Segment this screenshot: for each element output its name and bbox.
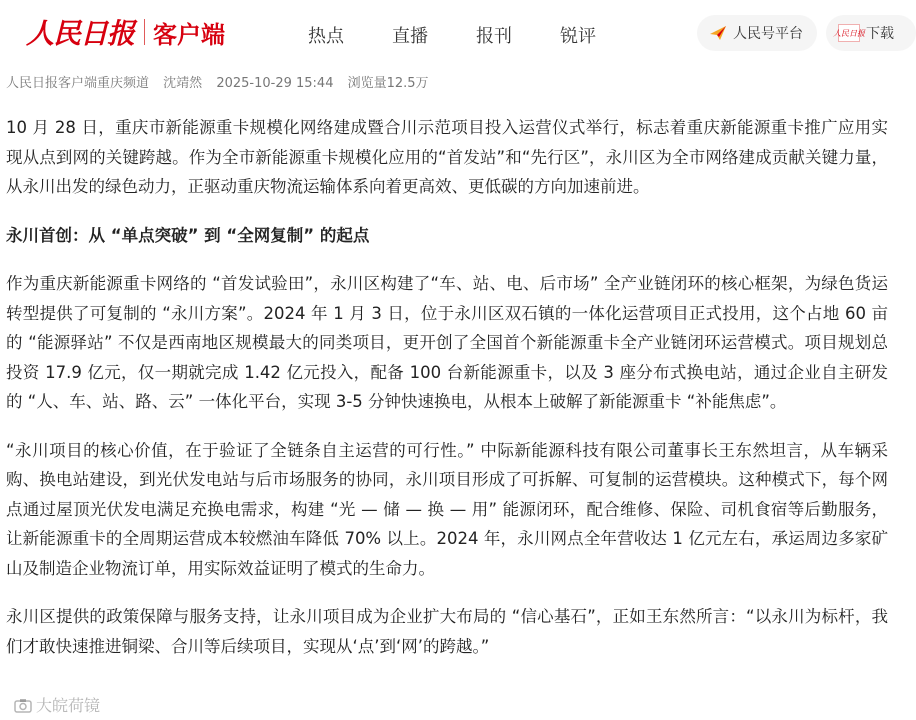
article-paragraph: “永川项目的核心价值，在于验证了全链条自主运营的可行性。” 中际新能源科技有限公司董事长王东然坦言，从车辆采购、换电站建设，到光伏发电站与后市场服务的协同，永川项目形成了可拆解、可复制的运营模块。这种模式下，每个网点通过屋顶光伏发电满足充换电需求，构建 “光 — 储 — 换 — 用” 能源闭环，配合维修、保险、司机食宿等后勤服务，让新能源重卡的全周期运营成本较燃油车降低 70% 以上。2024 年，永川网点全年营收达 1 亿元左右，承运周边多家矿山及制造企业物流订单，用实际效益证明了模式的生命力。 <box>6 440 888 578</box>
logo-divider <box>144 19 145 45</box>
meta-views: 浏览量12.5万 <box>347 76 429 91</box>
site-logo[interactable] <box>26 14 225 50</box>
article-body <box>6 113 888 680</box>
article-meta <box>6 72 439 91</box>
header <box>0 0 893 68</box>
platform-button-label: 人民号平台 <box>733 26 803 42</box>
watermark-text: 大皖荷镜 <box>36 696 101 715</box>
meta-author: 沈靖然 <box>163 76 203 91</box>
logo-sub: 客户端 <box>153 20 226 49</box>
article-subheading: 永川首创：从 “单点突破” 到 “全网复制” 的起点 <box>6 225 370 245</box>
article-paragraph: 作为重庆新能源重卡网络的 “首发试验田”，永川区构建了“车、站、电、后市场” 全产业链闭环的核心框架，为绿色货运转型提供了可复制的 “永川方案”。2024 年 1 月 3 日，位于永川区双石镇的一体化运营项目正式投用，这个占地 60 亩的 “能源驿站” 不仅是西南地区规模最大的同类项目，更开创了全国首个新能源重卡全产业链闭环运营模式。项目规划总投资 17.9 亿元，仅一期就完成 1.42 亿元投入，配备 100 台新能源重卡，以及 3 座分布式换电站，通过企业自主研发的 “人、车、站、路、云” 一体化平台，实现 3-5 分钟快速换电，从根本上破解了新能源重卡 “补能焦虑”。 <box>6 274 888 411</box>
nav-item-newspaper[interactable]: 报刊 <box>476 26 512 47</box>
app-thumbnail-text: 人民日报 <box>838 24 860 42</box>
camera-icon <box>14 697 32 713</box>
article-paragraph: 永川区提供的政策保障与服务支持，让永川项目成为企业扩大布局的 “信心基石”，正如王东然所言：“以永川为标杆，我们才敢快速推进铜梁、合川等后续项目，实现从‘点’到‘网’的跨越。” <box>6 607 888 656</box>
paper-plane-icon <box>709 25 727 41</box>
nav-item-hot[interactable]: 热点 <box>308 26 344 47</box>
meta-source[interactable]: 人民日报客户端重庆频道 <box>6 76 150 91</box>
app-thumbnail-icon <box>833 24 865 42</box>
nav-item-commentary[interactable]: 锐评 <box>560 26 596 47</box>
nav-item-live[interactable]: 直播 <box>392 26 428 47</box>
logo-brand: 人民日报 <box>26 17 135 50</box>
download-button[interactable] <box>826 15 916 51</box>
platform-button[interactable] <box>697 15 817 51</box>
article-paragraph: 10 月 28 日，重庆市新能源重卡规模化网络建成暨合川示范项目投入运营仪式举行，标志着重庆新能源重卡推广应用实现从点到网的关键跨越。作为全市新能源重卡规模化应用的“首发站”和“先行区”，永川区为全市网络建成贡献关键力量，从永川出发的绿色动力，正驱动重庆物流运输体系向着更高效、更低碳的方向加速前进。 <box>6 118 888 196</box>
meta-datetime: 2025-10-29 15:44 <box>216 76 334 91</box>
watermark <box>14 693 100 716</box>
download-button-label: 下载 <box>866 26 894 42</box>
